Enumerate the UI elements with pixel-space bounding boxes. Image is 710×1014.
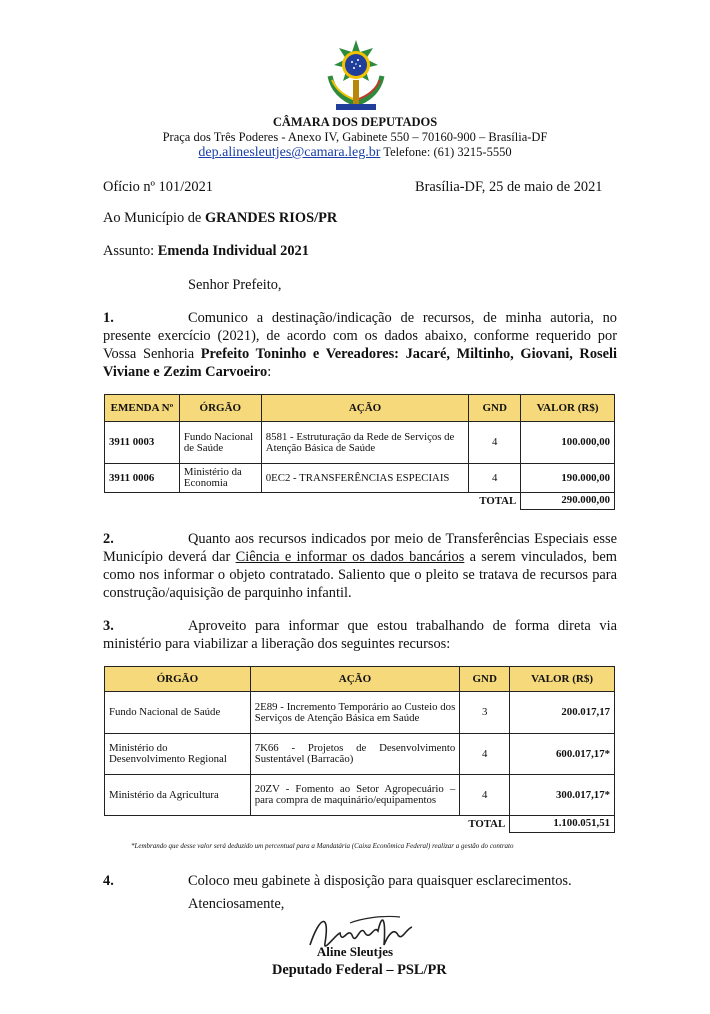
letter-date: Brasília-DF, 25 de maio de 2021 [415, 179, 603, 195]
contact-line [0, 145, 710, 161]
cell-gnd: 3 [460, 692, 510, 734]
col-header-gnd: GND [469, 395, 521, 422]
chamber-address: Praça dos Três Poderes - Anexo IV, Gabinete 550 – 70160-900 – Brasília-DF [162, 130, 548, 144]
oficio-number: Ofício nº 101/2021 [103, 179, 213, 195]
email-link[interactable]: dep.alinesleutjes@camara.leg.br [198, 145, 381, 160]
recipient-line [103, 209, 337, 227]
signer-title: Deputado Federal – PSL/PR [272, 962, 447, 978]
col-header-orgao: ÓRGÃO [179, 395, 261, 422]
cell-gnd: 4 [460, 734, 510, 775]
signer-name: Aline Sleutjes [316, 944, 394, 959]
cell-orgao: Fundo Nacional de Saúde [105, 692, 251, 734]
total-label: TOTAL [105, 493, 521, 510]
total-value: 290.000,00 [521, 493, 615, 510]
table-footnote: *Lembrando que desse valor será deduzido um percentual para a Mandatária (Caixa Econômica Federal) realizar a gestão do contrato [131, 842, 514, 850]
total-value: 1.100.051,51 [510, 816, 615, 833]
cell-acao: 0EC2 - TRANSFERÊNCIAS ESPECIAIS [261, 464, 468, 493]
brasao-seal-icon [320, 38, 392, 114]
table-row [105, 422, 615, 464]
paragraph-3: Aproveito para informar que estou trabalhando de forma direta via ministério para viabilizar a liberação dos seguintes recursos: [103, 618, 617, 652]
table-row [105, 464, 615, 493]
recipient-prefix: Ao Município de [103, 210, 205, 226]
cell-valor: 600.017,17* [510, 734, 615, 775]
chamber-title: CÂMARA DOS DEPUTADOS [272, 115, 438, 129]
paragraph-2 [103, 530, 617, 602]
emendas-table [104, 394, 615, 510]
col-header-gnd: GND [460, 667, 510, 692]
table-header-row [105, 667, 615, 692]
cell-emenda: 3911 0003 [105, 422, 180, 464]
cell-acao: 7K66 - Projetos de Desenvolvimento Sustentável (Barracão) [250, 734, 460, 775]
cell-emenda: 3911 0006 [105, 464, 180, 493]
table-row [105, 734, 615, 775]
col-header-acao: AÇÃO [261, 395, 468, 422]
paragraph-2-number: 2. [103, 531, 114, 547]
recursos-table [104, 666, 615, 833]
cell-gnd: 4 [469, 464, 521, 493]
cell-acao: 2E89 - Incremento Temporário ao Custeio dos Serviços de Atenção Básica em Saúde [250, 692, 460, 734]
paragraph-1-bold: Prefeito Toninho e Vereadores: Jacaré, Miltinho, Giovani, Roseli Viviane e Zezim Carvoeiro [103, 346, 618, 380]
paragraph-2-text-a: Quanto aos recursos indicados por meio de Transferências Especiais esse Município deverá dar [103, 531, 617, 565]
paragraph-3-number: 3. [103, 618, 114, 634]
cell-valor: 190.000,00 [521, 464, 615, 493]
salutation: Senhor Prefeito, [188, 277, 282, 293]
cell-orgao: Ministério da Agricultura [105, 775, 251, 816]
table-row [105, 692, 615, 734]
closing: Atenciosamente, [188, 896, 285, 912]
col-header-valor: VALOR (R$) [510, 667, 615, 692]
total-label: TOTAL [105, 816, 510, 833]
paragraph-2-text-b: a serem vinculados, bem como nos informar o objeto contratado. Saliento que o pleito se tratava de recursos para construção/aquisição de parquinho infantil. [103, 549, 617, 601]
paragraph-1-end: : [267, 364, 272, 380]
cell-orgao: Ministério do Desenvolvimento Regional [105, 734, 251, 775]
paragraph-1-text: Comunico a destinação/indicação de recursos, de minha autoria, no presente exercício (2021), de acordo com os dados abaixo, conforme requerido por Vossa Senhoria [103, 310, 617, 362]
col-header-emenda: EMENDA Nº [105, 395, 180, 422]
paragraph-2-underlined: Ciência e informar os dados bancários [235, 549, 465, 565]
cell-valor: 300.017,17* [510, 775, 615, 816]
cell-orgao: Fundo Nacional de Saúde [179, 422, 261, 464]
cell-orgao: Ministério da Economia [179, 464, 261, 493]
subject-text: Emenda Individual 2021 [157, 243, 309, 259]
subject-line [103, 242, 309, 260]
table-row [105, 775, 615, 816]
paragraph-4-number: 4. [103, 873, 114, 889]
total-row [105, 816, 615, 833]
paragraph-4: Coloco meu gabinete à disposição para quaisquer esclarecimentos. [188, 873, 572, 889]
cell-gnd: 4 [460, 775, 510, 816]
recipient-name: GRANDES RIOS/PR [204, 210, 338, 226]
cell-valor: 100.000,00 [521, 422, 615, 464]
col-header-acao: AÇÃO [250, 667, 460, 692]
col-header-valor: VALOR (R$) [521, 395, 615, 422]
paragraph-1-number: 1. [103, 310, 114, 326]
col-header-orgao: ÓRGÃO [105, 667, 251, 692]
cell-acao: 20ZV - Fomento ao Setor Agropecuário – para compra de maquinário/equipamentos [250, 775, 460, 816]
cell-acao: 8581 - Estruturação da Rede de Serviços de Atenção Básica de Saúde [261, 422, 468, 464]
paragraph-1 [103, 309, 617, 381]
cell-gnd: 4 [469, 422, 521, 464]
phone-text: Telefone: (61) 3215-5550 [383, 145, 512, 159]
table-header-row [105, 395, 615, 422]
subject-prefix: Assunto: [103, 243, 158, 259]
total-row [105, 493, 615, 510]
cell-valor: 200.017,17 [510, 692, 615, 734]
